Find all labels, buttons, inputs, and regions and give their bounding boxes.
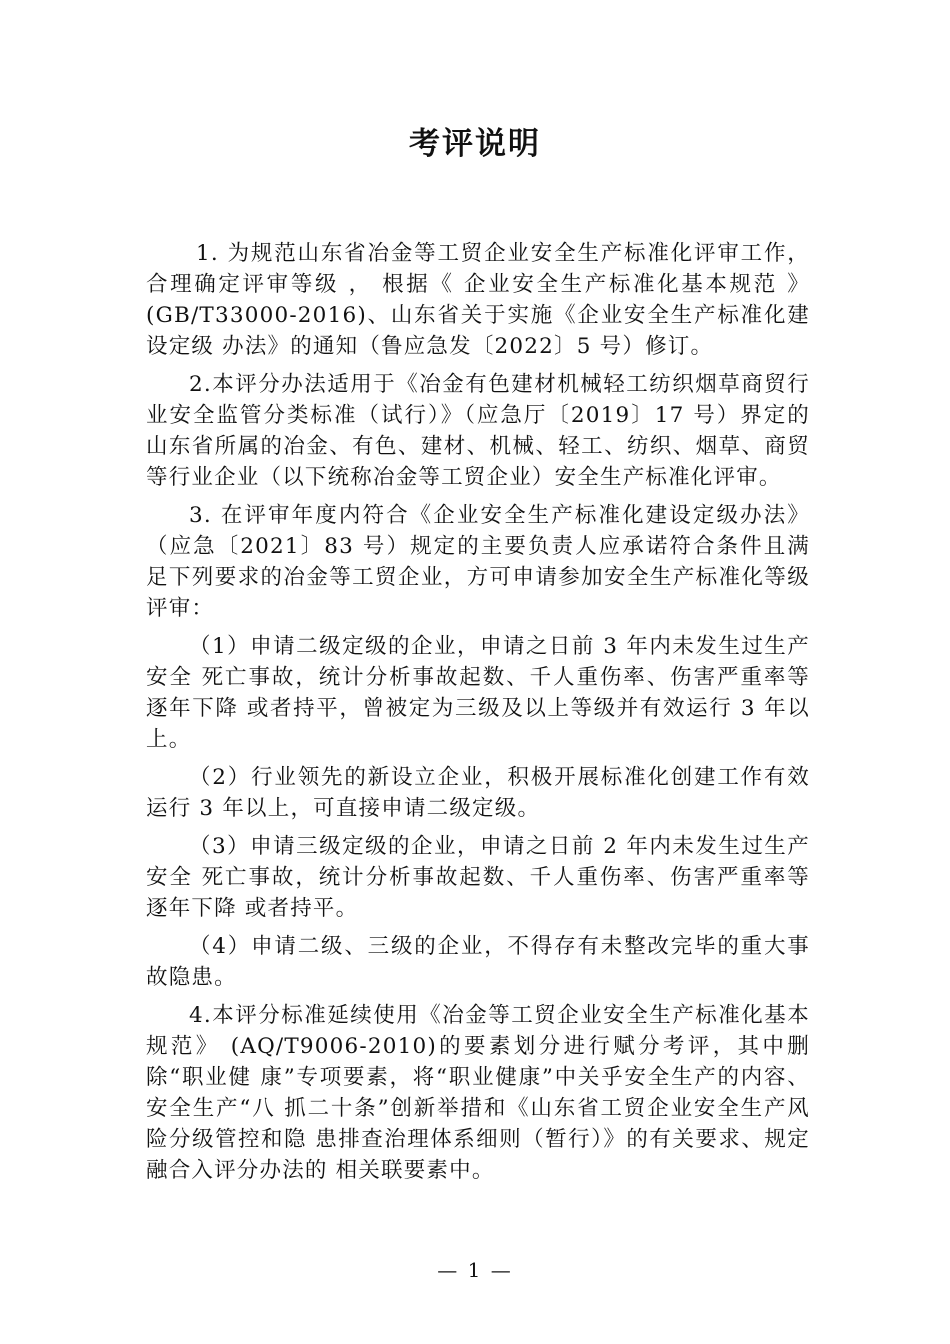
paragraph-3-item-3: （3）申请三级定级的企业，申请之日前 2 年内未发生过生产安全 死亡事故，统计分析事故起数、千人重伤率、伤害严重率等逐年下降 或者持平。 — [146, 834, 810, 921]
page-title: 考评说明 — [409, 126, 541, 162]
page-number: — 1 — — [437, 1258, 513, 1282]
paragraph-2: 2.本评分办法适用于《冶金有色建材机械轻工纺织烟草商贸行业安全监管分类标准（试行）》（应急厅〔2019〕17 号）界定的山东省所属的冶金、有色、建材、机械、轻工、纺织、烟草、商贸等行业企业（以下统称冶金等工贸企业）安全生产标准化评审。 — [146, 372, 810, 490]
paragraph-1: 1. 为规范山东省冶金等工贸企业安全生产标准化评审工作，合理确定评审等级 ， 根据《 企业安全生产标准化基本规范 》 (GB/T33000-2016)、山东省关于实施《企业安全生产标准化建设定级 办法》的通知（鲁应急发〔2022〕5 号）修订。 — [146, 241, 810, 359]
document-body — [146, 238, 810, 1193]
paragraph-3-item-4: （4）申请二级、三级的企业，不得存有未整改完毕的重大事故隐患。 — [146, 934, 810, 990]
paragraph-3: 3. 在评审年度内符合《企业安全生产标准化建设定级办法》（应急〔2021〕83 号）规定的主要负责人应承诺符合条件且满足下列要求的冶金等工贸企业，方可申请参加安全生产标准化等级评审： — [146, 503, 810, 621]
paragraph-4: 4.本评分标准延续使用《冶金等工贸企业安全生产标准化基本规范》 (AQ/T9006-2010)的要素划分进行赋分考评，其中删除“职业健 康”专项要素，将“职业健康”中关乎安全生产的内容、安全生产“八 抓二十条”创新举措和《山东省工贸企业安全生产风险分级管控和隐 患排查治理体系细则（暂行）》的有关要求、规定融合入评分办法的 相关联要素中。 — [146, 1003, 810, 1183]
paragraph-3-item-2: （2）行业领先的新设立企业，积极开展标准化创建工作有效运行 3 年以上，可直接申请二级定级。 — [146, 765, 810, 821]
paragraph-3-item-1: （1）申请二级定级的企业，申请之日前 3 年内未发生过生产安全 死亡事故，统计分析事故起数、千人重伤率、伤害严重率等逐年下降 或者持平，曾被定为三级及以上等级并有效运行 3 年以上。 — [146, 634, 810, 752]
